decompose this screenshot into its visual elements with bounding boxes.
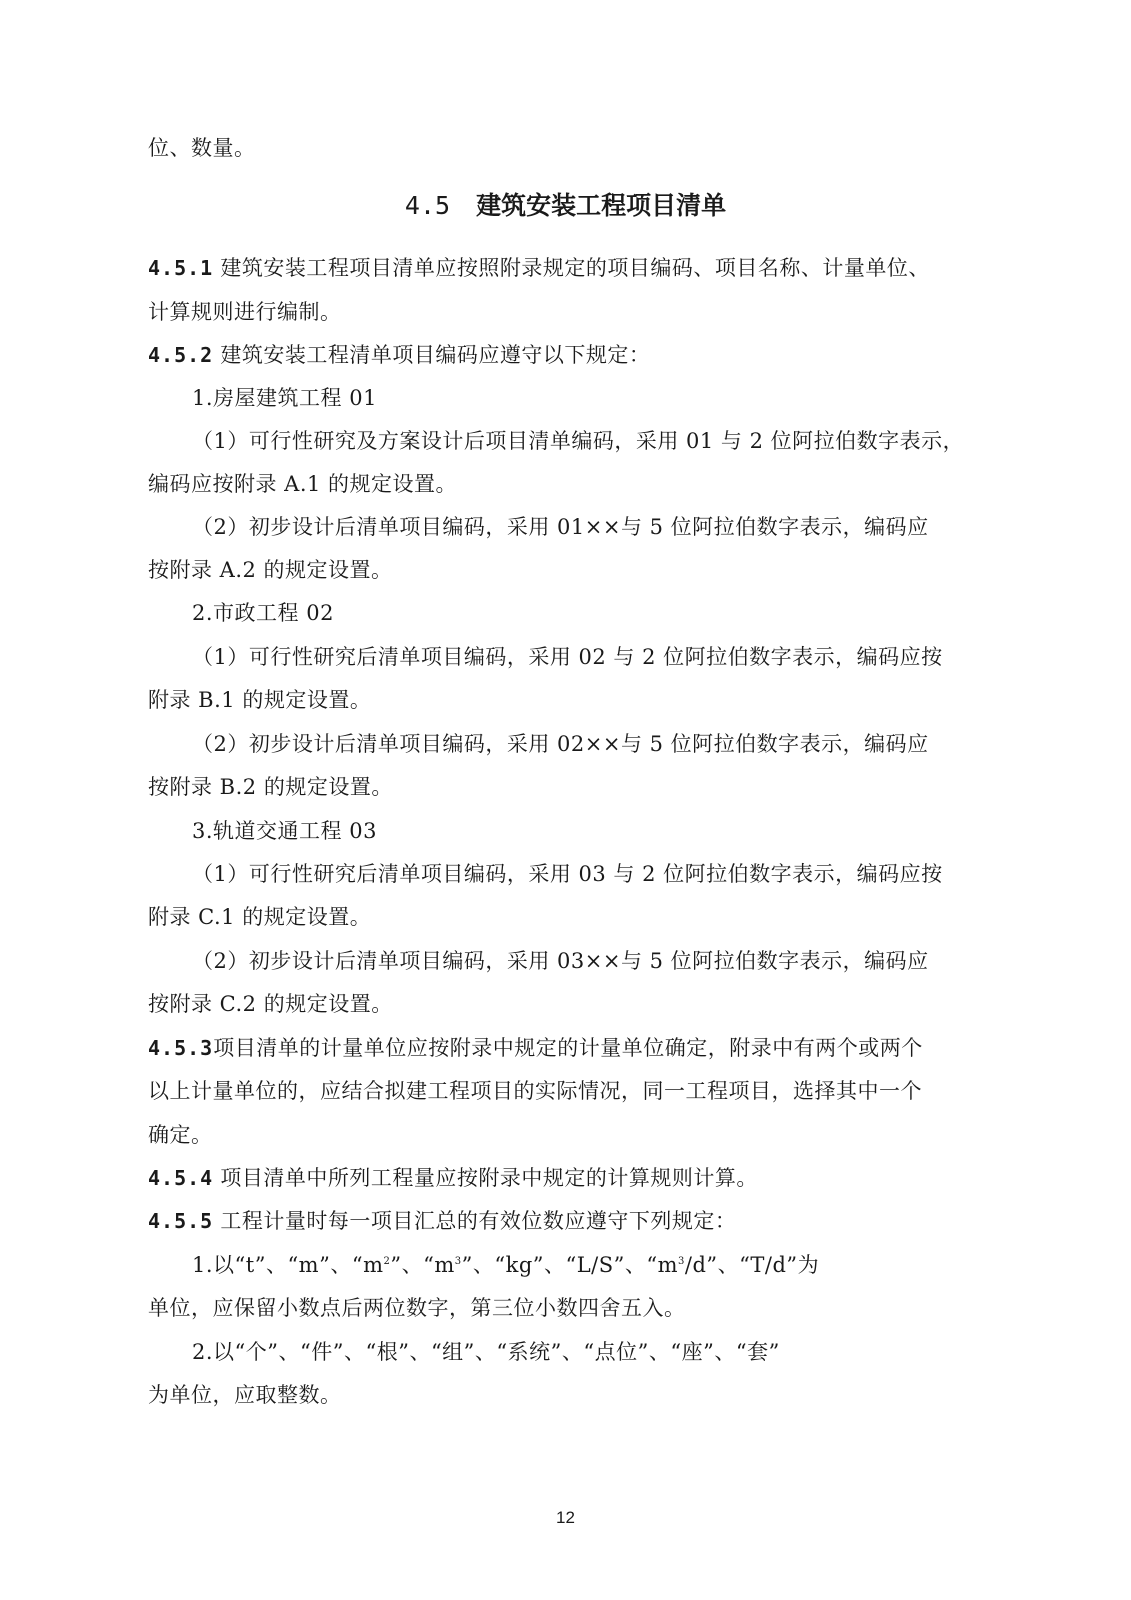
paragraph-line: 位、数量。 (148, 136, 256, 160)
paragraph-line: 附录 B.1 的规定设置。 (148, 688, 372, 712)
paragraph-line: 确定。 (148, 1123, 213, 1147)
paragraph-line: 2.以“个”、“件”、“根”、“组”、“系统”、“点位”、“座”、“套” (192, 1340, 780, 1364)
text-run: 1.以“t”、“m”、“m (192, 1253, 384, 1277)
clause-number: 4.5.2 (148, 343, 214, 367)
clause-number: 4.5.3 (148, 1036, 214, 1060)
clause-number: 4.5.4 (148, 1166, 214, 1190)
clause-text: 项目清单的计量单位应按附录中规定的计量单位确定，附录中有两个或两个 (213, 1036, 923, 1060)
paragraph-line: 以上计量单位的，应结合拟建工程项目的实际情况，同一工程项目，选择其中一个 (148, 1079, 922, 1103)
clause-4-5-2 (148, 340, 650, 370)
superscript: 3 (454, 1256, 462, 1267)
list-item-heading: 2.市政工程 02 (192, 601, 334, 625)
clause-number: 4.5.1 (148, 256, 214, 280)
paragraph-line: 附录 C.1 的规定设置。 (148, 905, 372, 929)
paragraph-line: 编码应按附录 A.1 的规定设置。 (148, 472, 458, 496)
paragraph-line: （1）可行性研究后清单项目编码，采用 03 与 2 位阿拉伯数字表示，编码应按 (192, 862, 943, 886)
section-heading (0, 188, 1131, 224)
clause-text: 项目清单中所列工程量应按附录中规定的计算规则计算。 (213, 1166, 758, 1190)
paragraph-line: （2）初步设计后清单项目编码，采用 03××与 5 位阿拉伯数字表示，编码应 (192, 949, 929, 973)
paragraph-line: 为单位，应取整数。 (148, 1383, 342, 1407)
clause-text: 工程计量时每一项目汇总的有效位数应遵守下列规定： (213, 1209, 737, 1233)
paragraph-line: （2）初步设计后清单项目编码，采用 02××与 5 位阿拉伯数字表示，编码应 (192, 732, 929, 756)
clause-4-5-5 (148, 1206, 736, 1236)
clause-number: 4.5.5 (148, 1209, 214, 1233)
superscript: 2 (383, 1256, 391, 1267)
list-item-heading: 3.轨道交通工程 03 (192, 819, 377, 843)
text-run: ”、“kg”、“L/S”、“m (461, 1253, 679, 1277)
paragraph-line (192, 1250, 819, 1280)
paragraph-line: 单位，应保留小数点后两位数字，第三位小数四舍五入。 (148, 1296, 686, 1320)
paragraph-line: 按附录 A.2 的规定设置。 (148, 558, 393, 582)
section-title: 建筑安装工程项目清单 (476, 191, 727, 220)
clause-4-5-1 (148, 253, 930, 283)
paragraph-line: （1）可行性研究后清单项目编码，采用 02 与 2 位阿拉伯数字表示，编码应按 (192, 645, 943, 669)
clause-text: 建筑安装工程项目清单应按照附录规定的项目编码、项目名称、计量单位、 (213, 256, 930, 280)
paragraph-line: （1）可行性研究及方案设计后项目清单编码，采用 01 与 2 位阿拉伯数字表示， (192, 429, 965, 453)
clause-text: 建筑安装工程清单项目编码应遵守以下规定： (213, 343, 651, 367)
text-run: /d”、“T/d”为 (684, 1253, 820, 1277)
list-item-heading: 1.房屋建筑工程 01 (192, 386, 377, 410)
paragraph-line: 按附录 C.2 的规定设置。 (148, 992, 393, 1016)
paragraph-line: 计算规则进行编制。 (148, 300, 342, 324)
clause-4-5-4 (148, 1163, 758, 1193)
section-number: 4.5 (404, 191, 451, 220)
page-number: 12 (556, 1508, 575, 1527)
clause-4-5-3 (148, 1033, 923, 1063)
superscript: 3 (678, 1256, 685, 1267)
paragraph-line: 按附录 B.2 的规定设置。 (148, 775, 393, 799)
paragraph-line: （2）初步设计后清单项目编码，采用 01××与 5 位阿拉伯数字表示，编码应 (192, 515, 929, 539)
text-run: ”、“m (390, 1253, 455, 1277)
